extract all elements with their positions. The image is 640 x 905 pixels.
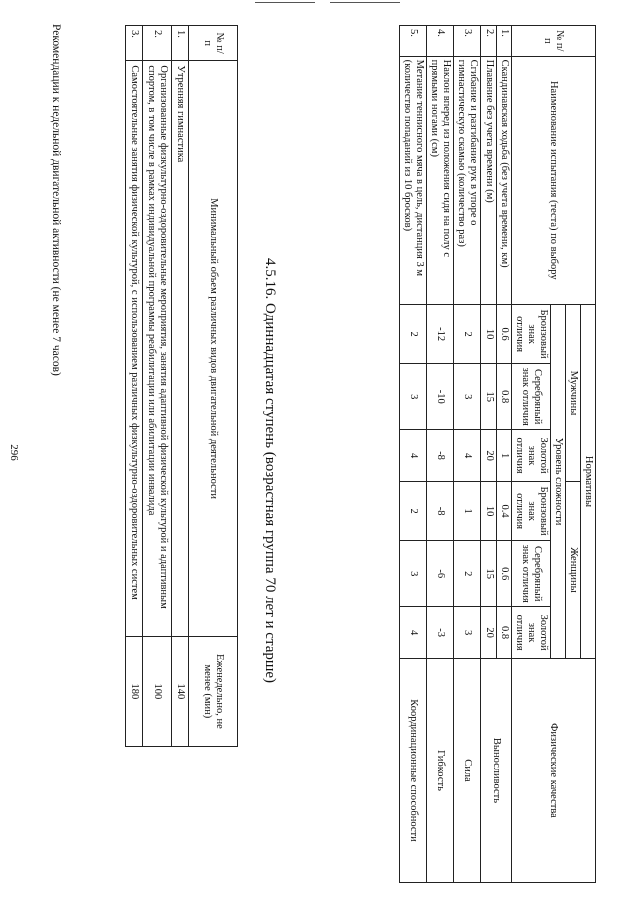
norms-header-men: Мужчины <box>565 304 580 481</box>
women-gold-value: 0.8 <box>496 607 511 659</box>
norms-header-num: № п/п <box>511 26 595 57</box>
women-bronze-value: 1 <box>454 481 481 540</box>
norms-header-norms: Нормативы <box>580 304 595 658</box>
women-bronze-value: -8 <box>427 481 454 540</box>
header-men-gold: Золотой знак отличия <box>511 430 550 482</box>
norms-header-row-1 <box>580 26 595 883</box>
header-men-bronze: Бронзовый знак отличия <box>511 304 550 363</box>
men-bronze-value: 2 <box>400 304 427 363</box>
men-gold-value: 1 <box>496 430 511 482</box>
weekly-activity-table <box>125 25 238 747</box>
row-num: 4. <box>427 26 454 57</box>
men-bronze-value: 2 <box>454 304 481 363</box>
norms-table <box>399 25 596 883</box>
page-number: 296 <box>8 444 20 461</box>
table-row <box>125 26 142 747</box>
women-bronze-value: 0.4 <box>496 481 511 540</box>
row-name: Метание теннисного мяча в цель, дистанция 3 м (количество попаданий из 10 бросков) <box>400 56 427 304</box>
row-num: 5. <box>400 26 427 57</box>
header-women-silver: Серебряный знак отличия <box>511 541 550 607</box>
row-num: 3. <box>454 26 481 57</box>
header-minutes: Еженедельно, не менее (мин) <box>189 636 238 746</box>
row-minutes: 140 <box>171 636 188 746</box>
women-silver-value: 2 <box>454 541 481 607</box>
women-gold-value: 20 <box>481 607 496 659</box>
women-silver-value: 15 <box>481 541 496 607</box>
men-silver-value: 0.8 <box>496 364 511 430</box>
header-women-bronze: Бронзовый знак отличия <box>511 481 550 540</box>
men-silver-value: 15 <box>481 364 496 430</box>
women-gold-value: 4 <box>400 607 427 659</box>
row-name: Наклон вперед из положения сидя на полу с прямыми ногами (см) <box>427 56 454 304</box>
table-row <box>171 26 188 747</box>
men-silver-value: 3 <box>400 364 427 430</box>
row-num: 1. <box>171 26 188 61</box>
table-row <box>142 26 171 747</box>
men-silver-value: -10 <box>427 364 454 430</box>
men-gold-value: -8 <box>427 430 454 482</box>
table-row <box>454 26 481 883</box>
header-activity: Минимальный объем различных видов двигательной деятельности <box>189 61 238 636</box>
header-num: № п/п <box>189 26 238 61</box>
women-silver-value: -6 <box>427 541 454 607</box>
header-women-gold: Золотой знак отличия <box>511 607 550 659</box>
norms-header-name: Наименование испытания (теста) по выбору <box>511 56 595 304</box>
norms-header-women: Женщины <box>565 481 580 658</box>
row-num: 1. <box>496 26 511 57</box>
row-num: 3. <box>125 26 142 61</box>
quality-coordination: Координационные способности <box>400 658 427 882</box>
men-gold-value: 4 <box>400 430 427 482</box>
men-bronze-value: -12 <box>427 304 454 363</box>
women-bronze-value: 10 <box>481 481 496 540</box>
women-gold-value: -3 <box>427 607 454 659</box>
row-name: Плавание без учета времени (м) <box>481 56 496 304</box>
row-activity: Самостоятельные занятия физической культурой, с использованием различных физкультурно-оздоровительных систем <box>125 61 142 636</box>
table-header-row <box>189 26 238 747</box>
table-row <box>496 26 511 883</box>
table-row <box>427 26 454 883</box>
women-bronze-value: 2 <box>400 481 427 540</box>
row-activity: Утренняя гимнастика <box>171 61 188 636</box>
row-num: 2. <box>481 26 496 57</box>
weekly-activity-caption: Рекомендации к недельной двигательной активности (не менее 7 часов) <box>50 24 62 376</box>
row-minutes: 100 <box>142 636 171 746</box>
stage-heading: 4.5.16. Одиннадцатая ступень (возрастная группа 70 лет и старше) <box>262 258 278 684</box>
women-silver-value: 3 <box>400 541 427 607</box>
quality-endurance: Выносливость <box>481 658 511 882</box>
row-num: 2. <box>142 26 171 61</box>
men-bronze-value: 10 <box>481 304 496 363</box>
header-men-silver: Серебряный знак отличия <box>511 364 550 430</box>
norms-header-quality: Физические качества <box>511 658 595 882</box>
women-gold-value: 3 <box>454 607 481 659</box>
men-bronze-value: 0.6 <box>496 304 511 363</box>
men-silver-value: 3 <box>454 364 481 430</box>
women-silver-value: 0.6 <box>496 541 511 607</box>
quality-flexibility: Гибкость <box>427 658 454 882</box>
table-row <box>400 26 427 883</box>
row-minutes: 180 <box>125 636 142 746</box>
men-gold-value: 4 <box>454 430 481 482</box>
men-gold-value: 20 <box>481 430 496 482</box>
norms-header-level: Уровень сложности <box>550 304 565 658</box>
row-activity: Организованные физкультурно-оздоровительные мероприятия, занятия адаптивной физической культурой и адаптивным спортом, в том числе в рамках индивидуальной программы реабилитации или абилитации инвалида <box>142 61 171 636</box>
row-name: Сгибание и разгибание рук в упоре о гимнастическую скамью (количество раз) <box>454 56 481 304</box>
row-name: Скандинавская ходьба (без учета времени, км) <box>496 56 511 304</box>
quality-strength: Сила <box>454 658 481 882</box>
